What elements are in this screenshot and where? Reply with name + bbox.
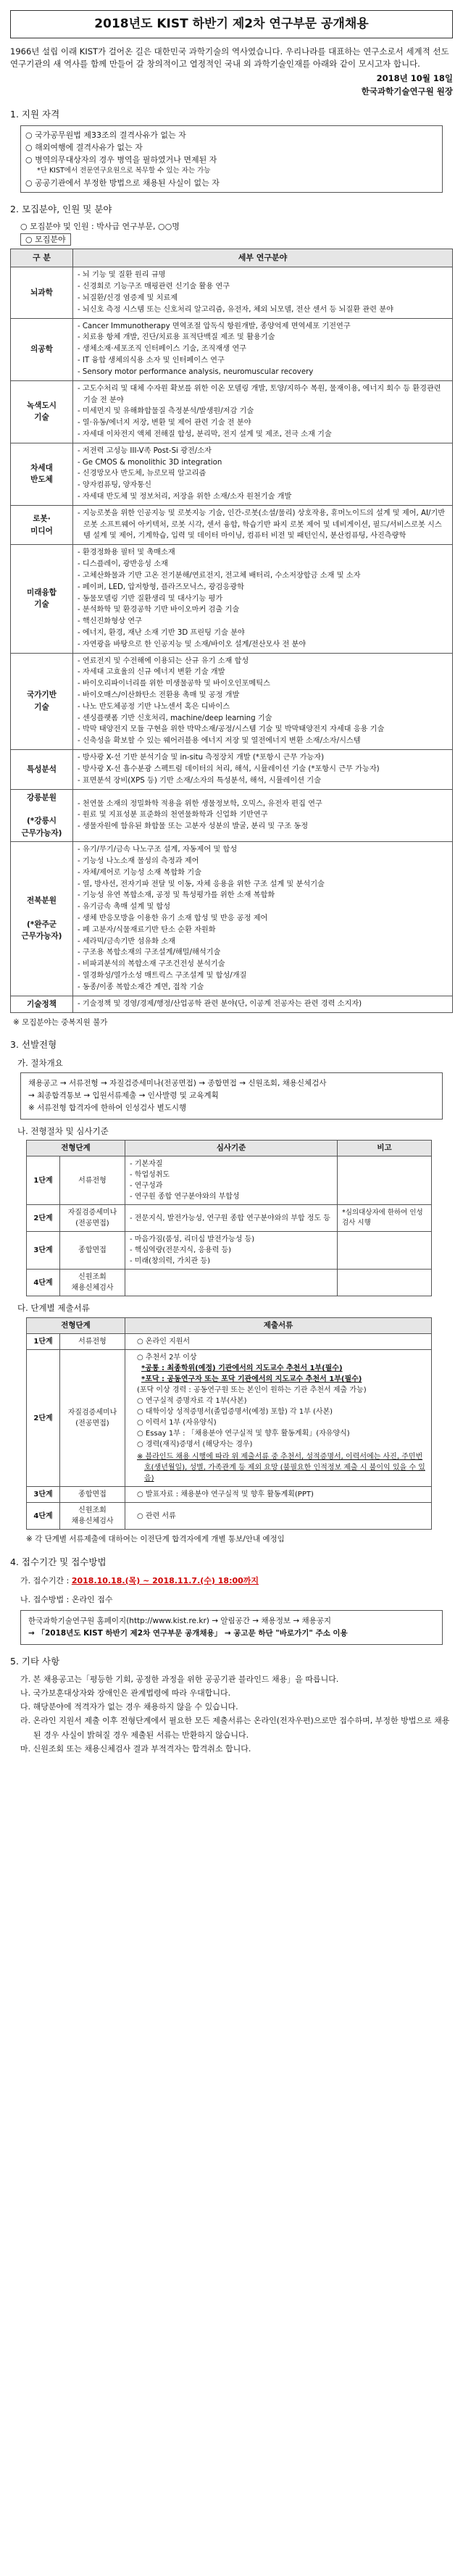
- criteria-item: - 핵심역량(전문지식, 응용력 등): [130, 1246, 232, 1255]
- fields-header-category: 구 분: [11, 249, 73, 267]
- field-detail-item: - 디스플레이, 광반응성 소재: [78, 560, 168, 569]
- document-item: ○ 발표자료 : 채용분야 연구실적 및 향후 활동계획(PPT): [137, 1491, 314, 1499]
- fields-note: ※ 모집분야는 중복지원 불가: [13, 1018, 108, 1028]
- field-detail-item: - 자체/제어로 기능성 소재 복합화 기술: [78, 868, 201, 877]
- criteria-item: - 학업성취도: [130, 1171, 170, 1180]
- criteria-row: [27, 1232, 432, 1270]
- section-misc-heading: 5. 기타 사항: [10, 1655, 60, 1667]
- application-path-line: 한국과학기술연구원 홈페이지(http://www.kist.re.kr) → 알림공간 → 채용정보 → 채용공지: [28, 1617, 332, 1626]
- category-cell: 미래융합 기술: [11, 545, 73, 653]
- fields-label: ○ 모집분야: [20, 233, 71, 246]
- field-detail-item: - 기능성 나노소재 물성의 측정과 제어: [78, 856, 199, 865]
- field-detail-item: - 바이오리파이너리를 위한 미생물공학 및 바이오인포메틱스: [78, 680, 270, 688]
- document-item: ○ 경력(재직)증명서 (해당자는 경우): [137, 1441, 253, 1449]
- field-detail-item: - 열경화성/열가소성 매트릭스 구조설계 및 합성/개질: [78, 972, 247, 980]
- stage-cell: 1단계: [27, 1156, 60, 1205]
- documents-table-body: [27, 1334, 432, 1530]
- section-fields-heading: 2. 모집분야, 인원 및 분야: [10, 203, 112, 214]
- field-detail-cell: [73, 789, 453, 842]
- documents-cell: [125, 1503, 432, 1530]
- field-detail-item: - 자연광을 바탕으로 한 인공지능 및 소재/바이오 설계/전산모사 전 분야: [78, 640, 306, 649]
- field-detail-item: - 구조용 복합소재의 구조설계/해밀/해석기술: [78, 949, 221, 957]
- field-detail-item: - 표면분석 장비(XPS 등) 기반 소재/소자의 특성분석, 해석, 시뮬레이션 기술: [78, 776, 321, 785]
- document-item: *공통 : 최종학위(예정) 기관에서의 지도교수 추천서 1부(필수): [141, 1364, 343, 1373]
- application-path-line: → 「2018년도 KIST 하반기 제2차 연구부문 공개채용」 → 공고문 하단 "바로가기" 주소 이용: [28, 1628, 348, 1638]
- process-flow-box: [20, 1072, 443, 1119]
- field-detail-cell: [73, 443, 453, 505]
- category-cell: 특성분석: [11, 750, 73, 789]
- stage-name-cell: 신원조회 채용신체검사: [60, 1503, 125, 1530]
- field-detail-item: - 고도수처리 및 대체 수자원 확보를 위한 이온 모델링 개발, 토양/지하수 복원, 물재이용, 에너지 회수 등 환경관련기술 전 분야: [78, 384, 441, 404]
- misc-item: 나. 국가보훈대상자와 장애인은 관계법령에 따라 우대합니다.: [20, 1688, 231, 1698]
- criteria-cell: [125, 1156, 338, 1205]
- documents-note: ※ 각 단계별 서류제출에 대하여는 이전단계 합격자에게 개별 통보/안내 예정임: [26, 1535, 285, 1544]
- category-cell: 기술정책: [11, 996, 73, 1012]
- field-detail-item: - 방사광 X-선 기반 분석기술 및 in-situ 측정장치 개발 (*포항시 근무 가능자): [78, 754, 325, 762]
- field-detail-item: - 신축성을 확보할 수 있는 웨어러블용 에너지 저장 및 열전에너지 변환 소재/소자/시스템: [78, 737, 361, 746]
- field-detail-item: - 센싱플랫폼 기반 신호처리, machine/deep learning 기술: [78, 714, 272, 722]
- category-cell: 강릉분원 (*강릉시 근무가능자): [11, 789, 73, 842]
- criteria-table: [26, 1140, 432, 1296]
- documents-header-docs: 제출서류: [125, 1318, 432, 1334]
- method-label: 나. 접수방법 :: [20, 1595, 72, 1605]
- criteria-header-basis: 심사기준: [125, 1141, 338, 1156]
- documents-heading: 다. 단계별 제출서류: [17, 1303, 90, 1314]
- criteria-row: [27, 1205, 432, 1232]
- criteria-item: - 전문지식, 발전가능성, 연구원 종합 연구분야와의 부합 정도 등: [130, 1214, 330, 1222]
- process-overview-heading: 가. 절차개요: [17, 1058, 63, 1069]
- field-detail-cell: [73, 380, 453, 443]
- process-flow-note: ※ 서류전형 합격자에 한하여 인성검사 별도시행: [28, 1103, 187, 1112]
- criteria-header-stage: 전형단계: [27, 1141, 125, 1156]
- criteria-note-cell: [338, 1156, 432, 1205]
- criteria-heading: 나. 전형절차 및 심사기준: [17, 1125, 109, 1136]
- documents-row: [27, 1334, 432, 1350]
- application-method: [20, 1593, 453, 1607]
- field-detail-item: - Cancer Immunotherapy 면역조절 압독식 항원개발, 종양억제 면역세포 기전연구: [78, 322, 351, 330]
- criteria-item: - 미래(창의력, 가치관 등): [130, 1257, 211, 1266]
- field-row: [11, 505, 453, 544]
- field-row: [11, 443, 453, 505]
- document-item: ○ 대학이상 성적증명서(졸업증명서(예정) 포함) 각 1부 (사본): [137, 1408, 333, 1417]
- field-detail-cell: [73, 653, 453, 750]
- field-row: [11, 842, 453, 996]
- category-cell: 뇌과학: [11, 267, 73, 318]
- field-detail-cell: [73, 505, 453, 544]
- stage-name-cell: 자질검증세미나 (전공면접): [60, 1205, 125, 1232]
- process-flow-line: 채용공고 → 서류전형 → 자질검증세미나(전공면접) → 종합면접 → 신원조회, 채용신체검사: [28, 1079, 327, 1088]
- field-row: [11, 545, 453, 653]
- category-cell: 의공학: [11, 318, 73, 380]
- category-cell: 녹색도시 기술: [11, 380, 73, 443]
- field-detail-item: - 자세대 이차전지 액체 전해질 합성, 분리막, 전지 설계 및 제조, 전극 소재 기술: [78, 430, 332, 438]
- field-detail-item: - 양자컴퓨팅, 양자통신: [78, 481, 151, 490]
- documents-table: [26, 1317, 432, 1530]
- criteria-note-cell: [338, 1232, 432, 1270]
- stage-cell: 4단계: [27, 1503, 60, 1530]
- notice-title: 2018년도 KIST 하반기 제2차 연구부문 공개채용: [10, 10, 453, 38]
- fields-table: [10, 249, 453, 1013]
- document-item: ○ 관련 서류: [137, 1512, 176, 1520]
- field-detail-item: - 치료용 항체 개발, 진단/치료용 표적단백질 제조 및 활용기술: [78, 333, 275, 342]
- section-application-heading: 4. 접수기간 및 접수방법: [10, 1556, 107, 1567]
- signoff-date: 2018년 10월 18일: [376, 73, 453, 84]
- misc-item: 가. 본 채용공고는「평등한 기회, 공정한 과정을 위한 공공기관 블라인드 채용」을 따릅니다.: [20, 1674, 339, 1684]
- qualification-item: ○ 병역의무대상자의 경우 병역을 필하였거나 면제된 자: [25, 154, 217, 164]
- field-row: [11, 750, 453, 789]
- criteria-note-cell: *심의대상자에 한하여 인성검사 시행: [338, 1205, 432, 1232]
- field-detail-item: - 바이오매스/이산화탄소 전환용 촉매 및 공정 개발: [78, 691, 240, 700]
- stage-name-cell: 종합면접: [60, 1232, 125, 1270]
- field-detail-item: - Ge CMOS & monolithic 3D integration: [78, 458, 222, 467]
- document-item: ○ Essay 1부 : 「채용분야 연구실적 및 향후 활동계획」(자유양식): [137, 1430, 350, 1438]
- category-cell: 국가기반 기술: [11, 653, 73, 750]
- field-detail-item: - 에너지, 환경, 재난 소재 기반 3D 프린팅 기술 분야: [78, 628, 245, 637]
- criteria-note-cell: [338, 1270, 432, 1296]
- intro-paragraph: 1966년 설립 이래 KIST가 걸어온 길은 대한민국 과학기술의 역사였습니다. 우리나라를 대표하는 연구소로서 세계적 선도 연구기관의 새 역사를 함께 만들어 갈 창의적이고 열정적인 국내 외 과학기술인재를 아래와 같이 모시고자 합니다.: [10, 46, 449, 70]
- documents-cell: [125, 1334, 432, 1350]
- signoff-org: 한국과학기술연구원 원장: [361, 86, 453, 96]
- field-detail-item: - 비파괴분석의 복합소재 구조건전성 분석기술: [78, 960, 225, 969]
- criteria-row: [27, 1156, 432, 1205]
- field-detail-item: - Sensory motor performance analysis, neuromuscular recovery: [78, 367, 314, 376]
- period-value: 2018.10.18.(목) ~ 2018.11.7.(수) 18:00까지: [71, 1575, 259, 1585]
- field-detail-cell: [73, 545, 453, 653]
- criteria-item: - 연구성과: [130, 1182, 163, 1191]
- fields-table-body: [11, 267, 453, 1013]
- qualifications-box: [20, 125, 443, 193]
- documents-row: [27, 1350, 432, 1487]
- criteria-cell: [125, 1232, 338, 1270]
- criteria-row: [27, 1270, 432, 1296]
- criteria-cell: [125, 1270, 338, 1296]
- field-detail-cell: [73, 318, 453, 380]
- field-detail-item: - 연료전지 및 수전해에 이용되는 산규 유기 소재 합성: [78, 656, 249, 665]
- document-item: *포닥 : 공동연구자 또는 포닥 기관에서의 지도교수 추천서 1부(필수): [141, 1375, 362, 1384]
- document-item: ○ 추천서 2부 이상: [137, 1354, 197, 1362]
- stage-cell: 3단계: [27, 1487, 60, 1503]
- field-detail-item: - 지능로봇을 위한 인공지능 및 로봇지능 기술, 인간-로봇(소셜/물리) 상호작용, 휴머노이드의 설계 및 제어, AI/기반 로봇 소프트웨어 아키텍처, 로봇 시각, 센서 융합, 학습기반 파지 로봇 제어 및 네비게이션, 필드/서비스로봇 시스템 설계 및 제어, 기계학습, 입력 및 데이터 마이닝, 컴퓨터 비전 및 패턴인식, 분산컴퓨팅, 사진측량학: [78, 509, 446, 541]
- criteria-table-body: [27, 1156, 432, 1296]
- field-detail-cell: [73, 267, 453, 318]
- process-flow-line: → 최종합격통보 → 입원서류제출 → 인사발령 및 교육계획: [28, 1091, 219, 1100]
- field-detail-item: - 방사광 X-선 흡수분광 스펙트럼 데이터의 처리, 해석, 시뮬레이션 기술 (*포항시 근무 가능자): [78, 764, 380, 773]
- field-detail-item: - 박막 태양전지 모듈 구현을 위한 박막소재/공정/시스템 기술 및 박막태양전지 자세대 응용 기술: [78, 725, 385, 734]
- field-detail-item: - 저전력 고성능 III-V족 Post-Si 광전/소자: [78, 446, 212, 455]
- stage-name-cell: 신원조회 채용신체검사: [60, 1270, 125, 1296]
- field-row: [11, 318, 453, 380]
- field-row: [11, 653, 453, 750]
- field-detail-item: - 생체소재·세포조직 인터페이스 기술, 조직재생 연구: [78, 345, 247, 354]
- field-detail-item: - 핵신진화형상 연구: [78, 617, 142, 626]
- criteria-item: - 연구원 종합 연구분야와의 부합성: [130, 1193, 240, 1201]
- field-detail-cell: [73, 842, 453, 996]
- qualification-item: ○ 공공기관에서 부정한 방법으로 채용된 사실이 없는 자: [25, 178, 220, 188]
- field-detail-item: - 열, 방사선, 전자기파 전달 및 이동, 자체 응용을 위한 구조 설계 및 분석기술: [78, 880, 325, 888]
- application-path-box: [20, 1610, 443, 1645]
- stage-name-cell: 종합면접: [60, 1487, 125, 1503]
- stage-cell: 2단계: [27, 1350, 60, 1487]
- field-detail-item: - 페이퍼, LED, 압저항형, 플라즈모닉스, 광검응광학: [78, 583, 244, 591]
- recruit-count: ○ 모집분야 및 인원 : 박사급 연구부문, ○○명: [20, 221, 180, 231]
- field-detail-item: - 기능성 유연 복합소재, 공정 및 특성평가를 위한 소재 복합화: [78, 891, 275, 900]
- field-detail-item: - 유기금속 촉매 설계 및 합성: [78, 903, 171, 912]
- field-detail-cell: [73, 996, 453, 1012]
- section-selection-heading: 3. 선발전형: [10, 1039, 57, 1051]
- field-detail-cell: [73, 750, 453, 789]
- criteria-item: - 기본자질: [130, 1160, 163, 1169]
- stage-cell: 1단계: [27, 1334, 60, 1350]
- category-cell: 로봇· 미디어: [11, 505, 73, 544]
- documents-row: [27, 1487, 432, 1503]
- qualification-item: ○ 국가공무원법 제33조의 결격사유가 없는 자: [25, 130, 186, 140]
- document-item: ○ 이력서 1부 (자유양식): [137, 1419, 217, 1427]
- category-cell: 차세대 반도체: [11, 443, 73, 505]
- misc-item: 마. 신원조회 또는 채용신체검사 결과 부적격자는 합격취소 합니다.: [20, 1743, 251, 1754]
- field-detail-item: - 신경회로 기능구조 매핑관련 신기술 활용 연구: [78, 283, 230, 291]
- signoff: [10, 72, 453, 98]
- document-item: (포닥 이상 경력 : 공동연구원 또는 본인이 원하는 기관 추천서 제출 가능): [137, 1386, 367, 1395]
- field-detail-item: - 분석화학 및 환경공학 기반 바이오마커 검출 기술: [78, 606, 240, 614]
- field-row: [11, 996, 453, 1012]
- field-detail-item: - 신경망모사 반도체, 뉴로모픽 알고리즘: [78, 470, 207, 478]
- misc-list: [20, 1672, 453, 1756]
- misc-item: 다. 해당분야에 적격자가 없는 경우 채용하지 않을 수 있습니다.: [20, 1702, 238, 1712]
- document-item: ※ 블라인드 채용 시행에 따라 위 제출서류 중 추천서, 성적증명서, 이력서에는 사진, 주민번호(생년월일), 성별, 가족관계 등 제외 요망 (불필요한 인적정보 제출 시 불이익 있을 수 있음): [137, 1453, 425, 1483]
- field-detail-item: - 나노 반도체공정 기반 나노센서 혹은 디바이스: [78, 702, 230, 711]
- field-detail-item: - 생체 반응모방을 이용한 유기 소재 합성 및 반응 공정 제어: [78, 914, 268, 923]
- documents-cell: [125, 1350, 432, 1487]
- category-cell: 전북분원 (*완주군 근무가능자): [11, 842, 73, 996]
- field-detail-item: - 뇌신호 측정 시스템 또는 신호처리 알고리즘, 유전자, 체외 뇌모델, 전산 센서 등 뇌질환 관련 분야: [78, 305, 393, 314]
- field-detail-item: - 환경정화용 필터 및 촉매소재: [78, 549, 175, 557]
- field-row: [11, 789, 453, 842]
- document-item: ○ 온라인 지원서: [137, 1338, 191, 1346]
- documents-cell: [125, 1487, 432, 1503]
- field-row: [11, 267, 453, 318]
- qualification-item: ○ 해외여행에 결격사유가 없는 자: [25, 142, 143, 152]
- documents-header-stage: 전형단계: [27, 1318, 125, 1334]
- stage-cell: 2단계: [27, 1205, 60, 1232]
- section-qualifications-heading: 1. 지원 자격: [10, 108, 60, 120]
- misc-item: 라. 온라인 지원서 제출 이후 전형단계에서 필요한 모든 제출서류는 온라인(전자우편)으로만 접수하며, 부정한 방법으로 채용된 경우 사실이 밝혀질 경우 제출된 서류는 반환하지 않습니다.: [20, 1716, 450, 1740]
- field-detail-item: - 유기/무기/금속 나노구조 설계, 자동제어 및 합성: [78, 846, 238, 854]
- field-detail-item: - 폐 고분자/식물재료기반 탄소 순환 자원화: [78, 925, 216, 934]
- fields-header-detail: 세부 연구분야: [73, 249, 453, 267]
- field-detail-item: - 기술정책 및 경영/경제/행정/산업공학 관련 분야(단, 이공계 전공자는 관련 경력 소지자): [78, 1000, 362, 1008]
- stage-cell: 4단계: [27, 1270, 60, 1296]
- field-detail-item: - 미세먼지 및 유해화합물질 측정분석/발생원/저감 기술: [78, 407, 254, 416]
- field-detail-item: - 자세대 고효율의 신규 에너지 변환 기술 개발: [78, 668, 225, 677]
- field-detail-item: - 동물모델링 기반 질환생리 및 대사기능 평가: [78, 594, 223, 603]
- method-value: 온라인 접수: [71, 1595, 113, 1605]
- field-detail-item: - 천연물 소재의 정밀화학 적용을 위한 생물정보학, 오믹스, 유전자 편집 연구: [78, 799, 322, 808]
- field-detail-item: - 생물자원에 함유된 화합물 또는 고분자 성분의 발굴, 분리 및 구조 동정: [78, 822, 309, 831]
- field-detail-item: - 열·유동/에너지 저장, 변환 및 제어 관련 기술 전 분야: [78, 419, 251, 428]
- documents-row: [27, 1503, 432, 1530]
- application-period: [20, 1575, 453, 1588]
- field-detail-item: - 뇌 기능 및 질환 원리 규명: [78, 271, 166, 280]
- stage-name-cell: 서류전형: [60, 1334, 125, 1350]
- criteria-item: - 마음가짐(품성, 리더십 발전가능성 등): [130, 1235, 255, 1244]
- stage-cell: 3단계: [27, 1232, 60, 1270]
- field-row: [11, 380, 453, 443]
- field-detail-item: - 원료 및 지표성분 표준화의 천연물화학과 신업화 기반연구: [78, 811, 268, 820]
- criteria-cell: [125, 1205, 338, 1232]
- field-detail-item: - 세라믹/금속기반 섬유화 소재: [78, 937, 175, 946]
- field-detail-item: - 뇌질환/신경 염증제 및 치료제: [78, 294, 178, 303]
- document-item: ○ 연구실적 증명자료 각 1부(사본): [137, 1397, 247, 1406]
- field-detail-item: - 자세대 반도체 및 정보처리, 저장을 위한 소재/소자 원천기술 개발: [78, 493, 292, 501]
- criteria-header-note: 비고: [338, 1141, 432, 1156]
- stage-name-cell: 자질검증세미나 (전공면접): [60, 1350, 125, 1487]
- field-detail-item: - IT 융합 생체의식용 소자 및 인터페이스 연구: [78, 357, 225, 365]
- stage-name-cell: 서류전형: [60, 1156, 125, 1205]
- period-label: 가. 접수기간 :: [20, 1575, 72, 1585]
- field-detail-item: - 동종/이종 복합소재간 계면, 접착 기술: [78, 983, 204, 991]
- qualification-note: *단 KIST에서 전문연구요원으로 복무할 수 있는 자는 가능: [37, 167, 211, 175]
- field-detail-item: - 고체산화물과 기반 고온 전기분해/연료전지, 전고체 배터리, 수소저장합금 소재 및 소자: [78, 571, 361, 580]
